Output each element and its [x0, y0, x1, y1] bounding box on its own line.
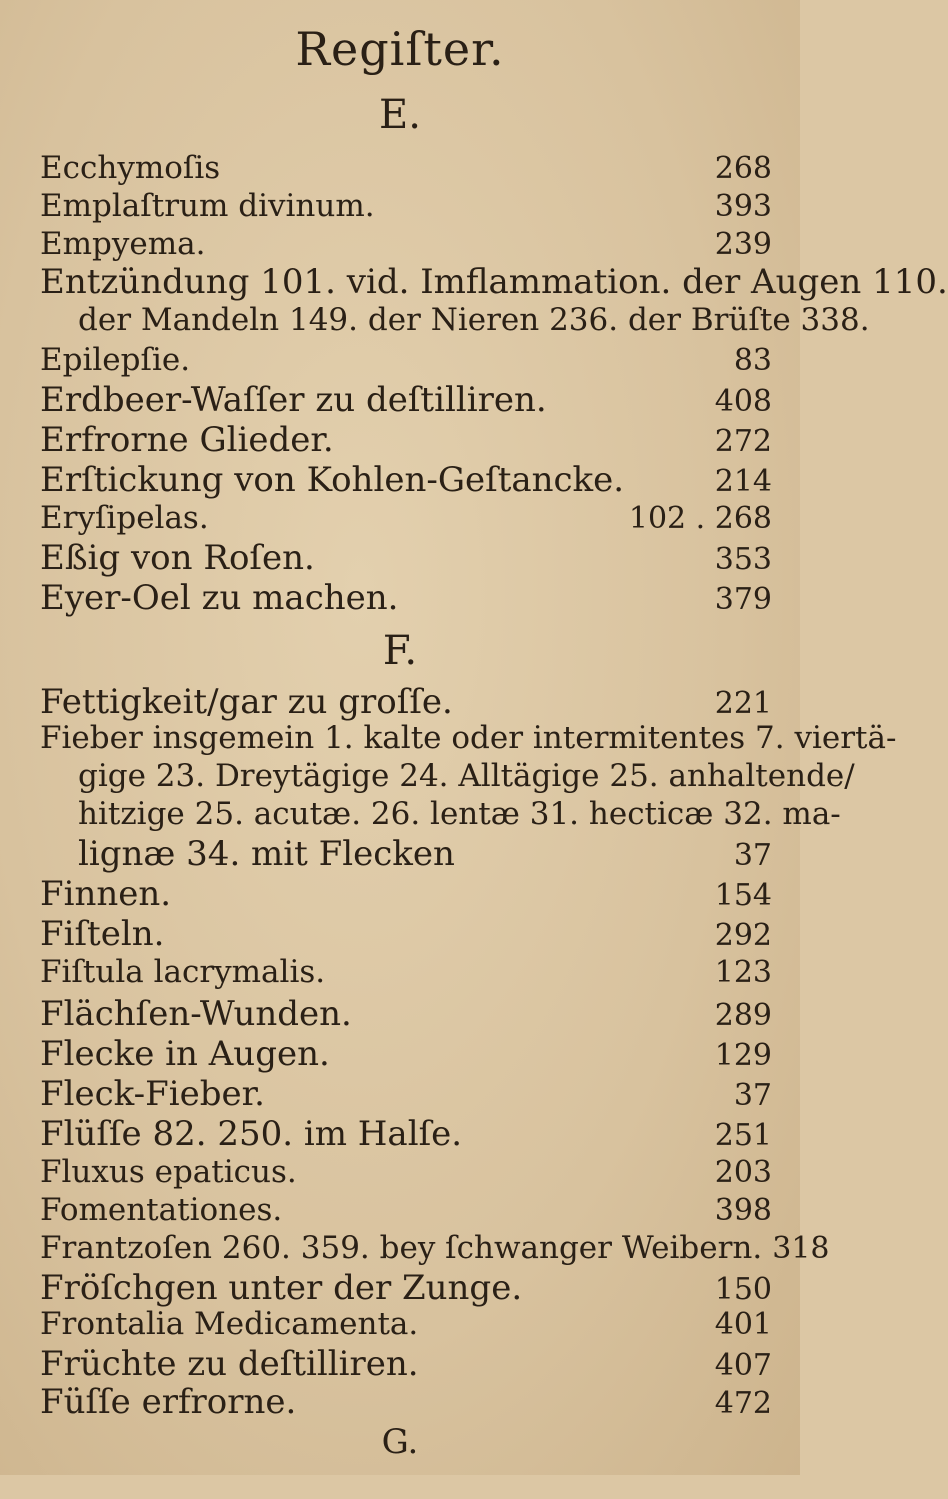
entry-row: [40, 150, 772, 186]
entry-page: 150: [714, 1272, 772, 1307]
entry-term: Ecchymoſis: [40, 150, 221, 186]
entry-row: [40, 1192, 772, 1228]
entry-continuation: der Mandeln 149. der Nieren 236. der Brüſte 338.: [78, 302, 870, 338]
entry-page: 239: [714, 227, 772, 262]
entry-term: Finnen.: [40, 874, 172, 914]
entry-page: 203: [714, 1155, 772, 1190]
entry-term: Eßig von Roſen.: [40, 538, 315, 578]
entry-row: [40, 380, 772, 420]
entry-term: Fröſchgen unter der Zunge.: [40, 1268, 523, 1308]
entry-row: [40, 720, 897, 756]
entry-term: Erfrorne Glieder.: [40, 420, 334, 460]
section-letter-e: E.: [379, 92, 421, 138]
entry-term: Fluxus epaticus.: [40, 1154, 297, 1190]
entry-row: [40, 538, 772, 578]
entry-page: 407: [714, 1348, 772, 1383]
entry-row: [40, 1074, 772, 1114]
entry-page: 292: [714, 918, 772, 953]
entry-row: [40, 682, 772, 722]
entry-page: 472: [714, 1386, 772, 1421]
entry-term: Empyema.: [40, 226, 206, 262]
entry-row: [40, 1230, 830, 1266]
entry-page: [724, 1464, 772, 1499]
entry-page: 37: [733, 838, 772, 873]
entry-row: [40, 342, 772, 378]
entry-term: Entzündung 101. vid. Imflammation. der Augen 110.: [40, 262, 948, 302]
entry-page: 268: [714, 151, 772, 186]
entry-term: Erſtickung von Kohlen-Geſtancke.: [40, 460, 625, 500]
entry-page: 318: [772, 1231, 830, 1266]
entry-row: [40, 1306, 772, 1342]
entry-term: Fettigkeit/gar zu groſſe.: [40, 682, 453, 722]
entry-page: 289: [714, 998, 772, 1033]
entry-page: 123: [714, 955, 772, 990]
entry-term: Fieber insgemein 1. kalte oder intermitentes 7. viertä-: [40, 720, 897, 756]
entry-page: 221: [714, 686, 772, 721]
entry-term: Füſſe erfrorne.: [40, 1382, 297, 1422]
entry-term: Flüſſe 82. 250. im Halſe.: [40, 1114, 463, 1154]
entry-page: 379: [714, 582, 772, 617]
entry-page: 102 . 268: [628, 501, 772, 536]
entry-term: Flecke in Augen.: [40, 1034, 330, 1074]
entry-row: [40, 1344, 772, 1384]
entry-page: 398: [714, 1193, 772, 1228]
entry-row: [40, 226, 772, 262]
entry-page: 251: [714, 1118, 772, 1153]
entry-page: 393: [714, 189, 772, 224]
entry-term: Fomentationes.: [40, 1192, 283, 1228]
entry-term: Flächſen-Wunden.: [40, 994, 352, 1034]
entry-row: [40, 188, 772, 224]
entry-row: [40, 1382, 772, 1422]
entry-term: Erdbeer-Waſſer zu deſtilliren.: [40, 380, 547, 420]
entry-row: [40, 420, 772, 460]
section-letter-f: F.: [382, 628, 418, 674]
entry-page: 408: [714, 384, 772, 419]
entry-term: Epilepſie.: [40, 342, 191, 378]
entry-row: [40, 954, 772, 990]
entry-term: Fiſteln.: [40, 914, 165, 954]
entry-row: [40, 1034, 772, 1074]
entry-term: Frantzoſen 260. 359. bey ſchwanger Weibern.: [40, 1230, 763, 1266]
entry-page: 353: [714, 542, 772, 577]
entry-term: [40, 1491, 51, 1492]
entry-row: [40, 914, 772, 954]
entry-page: 129: [714, 1038, 772, 1073]
entry-page: 37: [733, 1078, 772, 1113]
entry-row: [40, 1114, 772, 1154]
entry-term: Frontalia Medicamenta.: [40, 1306, 419, 1342]
entry-term: Eyer-Oel zu machen.: [40, 578, 399, 618]
entry-row: [40, 262, 948, 302]
entry-row: [40, 500, 772, 536]
entry-term: Eryſipelas.: [40, 500, 209, 536]
entry-row: [40, 460, 772, 500]
entry-page: 83: [733, 343, 772, 378]
entry-continuation: gige 23. Dreytägige 24. Alltägige 25. anhaltende/: [78, 758, 855, 794]
entry-page: 214: [714, 464, 772, 499]
entry-term: Fleck-Fieber.: [40, 1074, 265, 1114]
entry-page: 154: [714, 878, 772, 913]
page-header: Regiſter.: [295, 22, 505, 76]
entry-row: [78, 834, 772, 874]
entry-row: [40, 1268, 772, 1308]
section-letter-g: G.: [381, 1422, 419, 1462]
entry-row: [40, 994, 772, 1034]
entry-term: lignæ 34. mit Flecken: [78, 834, 455, 874]
entry-page: 272: [714, 424, 772, 459]
entry-term: Fiſtula lacrymalis.: [40, 954, 326, 990]
entry-term: Emplaſtrum divinum.: [40, 188, 375, 224]
entry-row: [40, 874, 772, 914]
entry-continuation: hitzige 25. acutæ. 26. lentæ 31. hecticæ 32. ma-: [78, 796, 841, 832]
entry-term: Früchte zu deſtilliren.: [40, 1344, 419, 1384]
entry-row: [40, 578, 772, 618]
entry-page: 401: [714, 1307, 772, 1342]
entry-row: [40, 1154, 772, 1190]
